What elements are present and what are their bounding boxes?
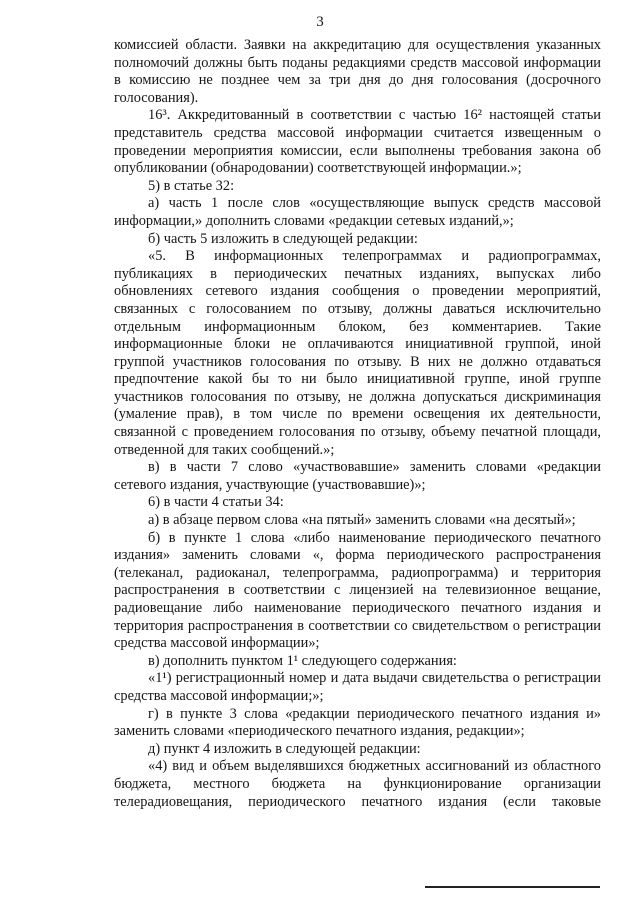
paragraph: 16³. Аккредитованный в соответствии с частью 16² настоящей статьи представитель средства массовой информации считается извещенным о проведении мероприятия комиссии, если выполнены требования закона об опубликовании (обнародовании) соответствующей информации.»; <box>114 107 601 177</box>
paragraph: в) дополнить пунктом 1¹ следующего содержания: <box>148 652 457 669</box>
footer-rule <box>425 886 600 888</box>
paragraph: а) в абзаце первом слова «на пятый» заменить словами «на десятый»; <box>148 512 576 529</box>
paragraph: «1¹) регистрационный номер и дата выдачи свидетельства о регистрации средства массовой информации;»; <box>114 670 601 704</box>
paragraph: «5. В информационных телепрограммах и радиопрограммах, публикациях в периодических печатных изданиях, выпусках либо обновлениях сетевого издания сообщения о проведении мероприятий, связанных с голосованием по отзыву, должны даваться исключительно отдельным информационным блоком, без комментариев. Такие информационные блоки не оплачиваются инициативной группой, иной группой участников голосования по отзыву. В них не должно отдаваться предпочтение какой бы то ни было инициативной группе, иной группе участников голосования по отзыву, не должна допускаться дискриминация (умаление прав), в том числе по времени освещения их деятельности, связанной с проведением голосования по отзыву, объему печатной площади, отведенной для таких сообщений.»; <box>114 248 601 458</box>
paragraph: а) часть 1 после слов «осуществляющие выпуск средств массовой информации,» дополнить словами «редакции сетевых изданий,»; <box>114 195 601 229</box>
paragraph: д) пункт 4 изложить в следующей редакции: <box>148 740 421 757</box>
paragraph: 6) в части 4 статьи 34: <box>148 494 284 511</box>
paragraph: г) в пункте 3 слова «редакции периодического печатного издания и» заменить словами «периодического печатного издания, редакции»; <box>114 705 601 740</box>
document-body <box>114 37 601 811</box>
paragraph: комиссией области. Заявки на аккредитацию для осуществления указанных полномочий должны быть поданы редакциями средств массовой информации в комиссию не позднее чем за три дня до дня голосования (досрочного голосования). <box>114 37 601 106</box>
paragraph: б) часть 5 изложить в следующей редакции: <box>148 230 418 247</box>
page-number: 3 <box>316 14 324 30</box>
paragraph: 5) в статье 32: <box>148 177 235 194</box>
paragraph: «4) вид и объем выделявшихся бюджетных ассигнований из областного бюджета, местного бюджета на функционирование организации телерадиовещания, периодического печатного издания (если таковые <box>114 758 601 810</box>
paragraph: б) в пункте 1 слова «либо наименование периодического печатного издания» заменить словами «, форма периодического распространения (телеканал, радиоканал, телепрограмма, радиопрограмма) и территория распространения в соответствии с лицензией на телевизионное вещание, радиовещание либо наименование периодического печатного издания и территория распространения в соответствии со свидетельством о регистрации средства массовой информации»; <box>114 529 601 652</box>
paragraph: в) в части 7 слово «участвовавшие» заменить словами «редакции сетевого издания, участвующие (участвовавшие)»; <box>114 459 601 493</box>
